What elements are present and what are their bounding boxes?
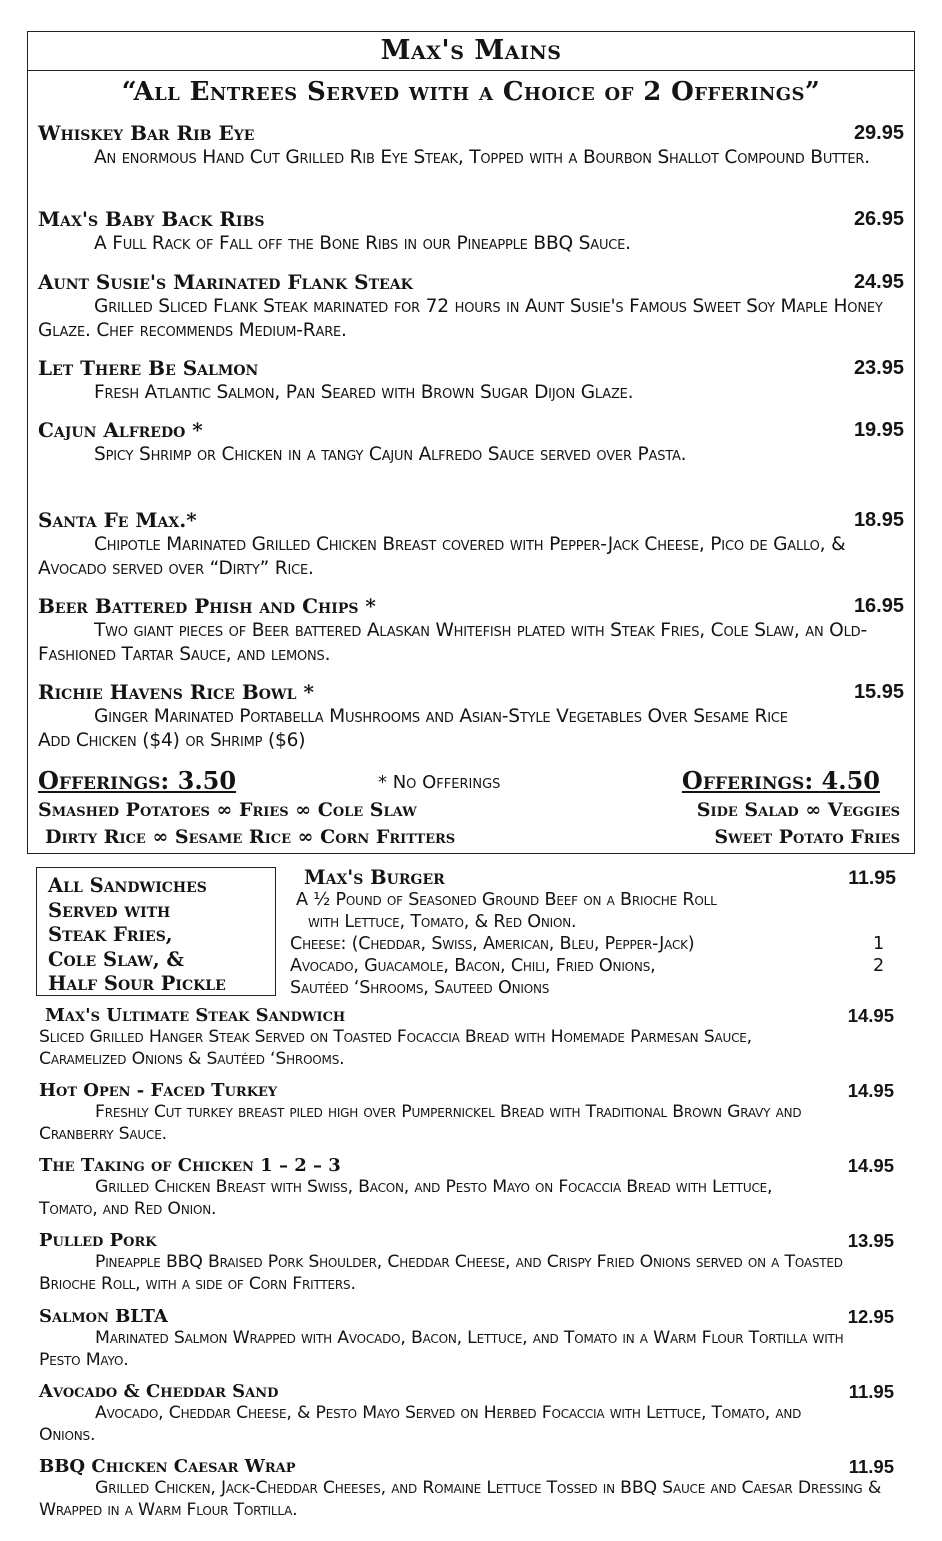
sandwich-description: Pineapple BBQ Braised Pork Shoulder, Cheddar Cheese, and Crispy Fried Onions served on a Toasted Brioche Roll, with a side of Corn Fritters. (39, 1252, 843, 1294)
sandwich-name: Hot Open - Faced Turkey (39, 1080, 278, 1101)
burger-price: 11.95 (848, 867, 896, 889)
burger-description: A ½ Pound of Seasoned Ground Beef on a Brioche Roll (296, 890, 717, 910)
sandwiches-note-line: Served with (48, 898, 171, 922)
sandwich-price: 13.95 (847, 1230, 894, 1251)
entree-description: Fresh Atlantic Salmon, Pan Seared with Brown Sugar Dijon Glaze. (94, 382, 634, 403)
burger-toppings-option: Sautéed ‘Shrooms, Sauteed Onions (290, 978, 550, 998)
entree-price: 18.95 (853, 509, 904, 531)
entree-description: Two giant pieces of Beer battered Alaskan Whitefish plated with Steak Fries, Cole Slaw, an Old-Fashioned Tartar Sauce, and lemons. (38, 620, 867, 665)
sandwich-name: The Taking of Chicken 1 – 2 – 3 (39, 1155, 341, 1176)
no-offerings-note: * No Offerings (378, 772, 501, 793)
sandwich-item (39, 1080, 894, 1145)
burger-cheese-price: 1 (873, 934, 885, 954)
entree-description: A Full Rack of Fall off the Bone Ribs in our Pineapple BBQ Sauce. (94, 233, 631, 254)
mains-title: Max's Mains (28, 32, 914, 71)
sandwich-name: Max's Ultimate Steak Sandwich (45, 1005, 346, 1026)
sandwich-name: Avocado & Cheddar Sand (39, 1381, 279, 1402)
entree-name: Aunt Susie's Marinated Flank Steak (38, 270, 413, 294)
entree-item (38, 121, 904, 170)
sandwich-item (39, 1381, 894, 1446)
entree-item (38, 418, 904, 467)
entree-name: Cajun Alfredo * (38, 418, 203, 442)
offerings-right-title: Offerings: 4.50 (681, 766, 880, 795)
burger-name: Max's Burger (304, 866, 445, 889)
burger-toppings-option: Avocado, Guacamole, Bacon, Chili, Fried Onions, (290, 956, 656, 976)
sandwich-description: Grilled Chicken Breast with Swiss, Bacon, and Pesto Mayo on Focaccia Bread with Lettuce, Tomato, and Red Onion. (39, 1177, 773, 1219)
sandwich-description: Sliced Grilled Hanger Steak Served on Toasted Focaccia Bread with Homemade Parmesan Sauce, Caramelized Onions & Sautéed ‘Shrooms. (39, 1027, 752, 1069)
entree-price: 23.95 (853, 357, 904, 379)
sandwiches-note-line: Half Sour Pickle (48, 972, 226, 995)
entree-item (38, 594, 904, 667)
entree-item (38, 680, 904, 753)
entree-name: Let There Be Salmon (38, 356, 259, 380)
sandwich-description: Marinated Salmon Wrapped with Avocado, Bacon, Lettuce, and Tomato in a Warm Flour Tortilla with Pesto Mayo. (39, 1328, 844, 1370)
entree-price: 16.95 (853, 595, 904, 617)
entree-name: Beer Battered Phish and Chips * (38, 594, 376, 618)
mains-section (27, 31, 915, 854)
sandwich-price: 11.95 (848, 1456, 894, 1477)
offerings-left-line: Dirty Rice ∞ Sesame Rice ∞ Corn Fritters (45, 826, 456, 848)
sandwich-price: 14.95 (847, 1080, 894, 1101)
entree-description: Ginger Marinated Portabella Mushrooms and Asian-Style Vegetables Over Sesame Rice Add Chicken ($4) or Shrimp ($6) (38, 706, 788, 751)
offerings-left-title: Offerings: 3.50 (38, 766, 237, 795)
burger-toppings-price: 2 (873, 956, 885, 976)
entree-name: Max's Baby Back Ribs (38, 207, 265, 231)
sandwich-price: 14.95 (847, 1005, 894, 1026)
burger-description: with Lettuce, Tomato, & Red Onion. (308, 912, 577, 932)
entree-description: Grilled Sliced Flank Steak marinated for 72 hours in Aunt Susie's Famous Sweet Soy Maple Honey Glaze. Chef recommends Medium-Rare. (38, 296, 883, 341)
sandwich-item (39, 1456, 894, 1521)
sandwich-price: 11.95 (848, 1381, 894, 1402)
entree-price: 19.95 (853, 419, 904, 441)
entree-item (38, 270, 904, 343)
entree-name: Richie Havens Rice Bowl * (38, 680, 314, 704)
entree-item (38, 356, 904, 405)
entree-price: 15.95 (853, 681, 904, 703)
sandwich-name: Salmon BLTA (39, 1306, 168, 1327)
offerings-right-line: Sweet Potato Fries (714, 826, 900, 848)
sandwich-item (39, 1155, 894, 1220)
sandwich-name: BBQ Chicken Caesar Wrap (39, 1456, 296, 1477)
entree-description: Spicy Shrimp or Chicken in a tangy Cajun Alfredo Sauce served over Pasta. (94, 444, 687, 465)
entree-item (38, 508, 904, 581)
sandwich-price: 12.95 (847, 1306, 894, 1327)
sandwiches-note-line: Cole Slaw, & (48, 947, 185, 971)
burger-cheese-option: Cheese: (Cheddar, Swiss, American, Bleu, Pepper-Jack) (290, 934, 695, 954)
sandwich-price: 14.95 (847, 1155, 894, 1176)
entree-item (38, 207, 904, 256)
sandwich-item (39, 1230, 894, 1295)
entree-name: Whiskey Bar Rib Eye (38, 121, 255, 145)
entree-price: 26.95 (853, 208, 904, 230)
sandwich-name: Pulled Pork (39, 1230, 157, 1251)
sandwiches-note-line: Steak Fries, (48, 923, 173, 946)
entree-price: 29.95 (853, 122, 904, 144)
entree-description: Chipotle Marinated Grilled Chicken Breast covered with Pepper-Jack Cheese, Pico de Gallo, & Avocado served over “Dirty” Rice. (38, 534, 846, 579)
offerings-right-line: Side Salad ∞ Veggies (696, 799, 900, 821)
entree-name: Santa Fe Max.* (38, 508, 197, 532)
sandwich-description: Avocado, Cheddar Cheese, & Pesto Mayo Served on Herbed Focaccia with Lettuce, Tomato, and Onions. (39, 1403, 802, 1445)
sandwiches-note-line: All Sandwiches (48, 874, 207, 897)
sandwich-description: Freshly Cut turkey breast piled high over Pumpernickel Bread with Traditional Brown Gravy and Cranberry Sauce. (39, 1102, 802, 1144)
mains-subtitle: “All Entrees Served with a Choice of 2 Offerings” (121, 77, 821, 107)
sandwich-item (39, 1306, 894, 1371)
sandwich-description: Grilled Chicken, Jack-Cheddar Cheeses, and Romaine Lettuce Tossed in BBQ Sauce and Caesar Dressing & Wrapped in a Warm Flour Tortilla. (39, 1478, 882, 1520)
entree-price: 24.95 (853, 271, 904, 293)
entree-description: An enormous Hand Cut Grilled Rib Eye Steak, Topped with a Bourbon Shallot Compound Butter. (94, 147, 870, 168)
sandwiches-note-box (36, 867, 276, 996)
offerings-left-line: Smashed Potatoes ∞ Fries ∞ Cole Slaw (38, 799, 417, 821)
sandwich-item (39, 1005, 894, 1070)
